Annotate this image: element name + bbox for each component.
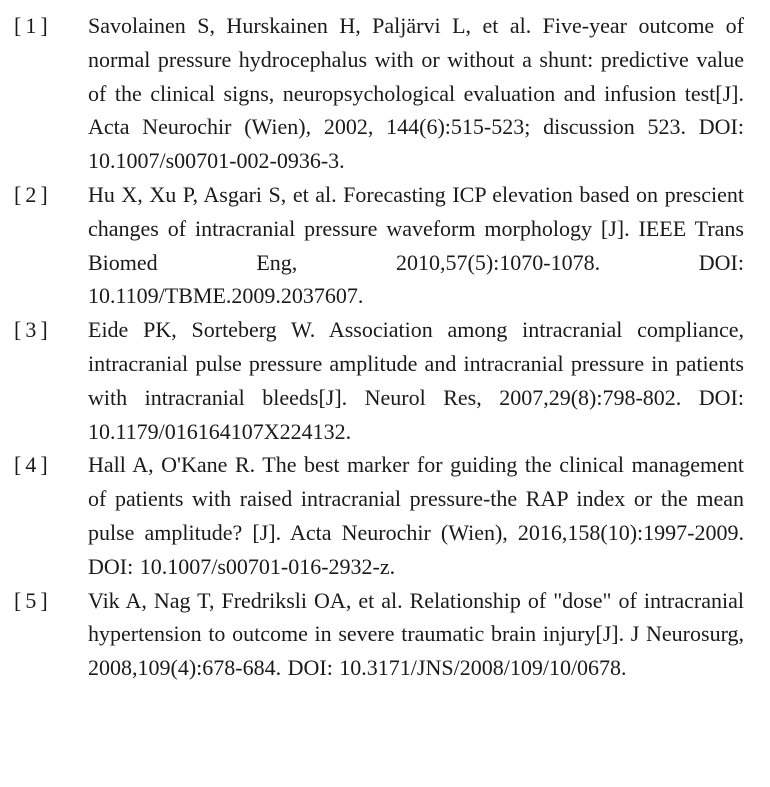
reference-text: Savolainen S, Hurskainen H, Paljärvi L, et al. Five-year outcome of normal pressure hydrocephalus with or without a shunt: predictive value of the clinical signs, neuropsychological evaluation and infusion test[J]. Acta Neurochir (Wien), 2002, 144(6):515-523; discussion 523. DOI: 10.1007/s00701-002-0936-3. <box>88 13 744 174</box>
reference-item-5 <box>14 584 744 685</box>
reference-number: [1] <box>14 13 52 38</box>
reference-item-4 <box>14 448 744 583</box>
reference-number: [4] <box>14 452 52 478</box>
reference-list <box>14 9 744 685</box>
reference-number: [5] <box>14 587 52 613</box>
reference-text: Eide PK, Sorteberg W. Association among intracranial compliance, intracranial pulse pressure amplitude and intracranial pressure in patients with intracranial bleeds[J]. Neurol Res, 2007,29(8):798-802. DOI: 10.1179/016164107X224132. <box>88 317 744 444</box>
reference-item-2 <box>14 178 744 313</box>
reference-item-1 <box>14 9 744 178</box>
reference-text: Vik A, Nag T, Fredriksli OA, et al. Relationship of "dose" of intracranial hypertension to outcome in severe traumatic brain injury[J]. J Neurosurg, 2008,109(4):678-684. DOI: 10.3171/JNS/2008/109/10/0678. <box>88 587 744 681</box>
reference-number: [2] <box>14 181 52 207</box>
reference-text: Hall A, O'Kane R. The best marker for guiding the clinical management of patients with raised intracranial pressure-the RAP index or the mean pulse amplitude? [J]. Acta Neurochir (Wien), 2016,158(10):1997-2009. DOI: 10.1007/s00701-016-2932-z. <box>88 452 744 579</box>
reference-item-3 <box>14 313 744 448</box>
reference-text: Hu X, Xu P, Asgari S, et al. Forecasting ICP elevation based on prescient changes of intracranial pressure waveform morphology [J]. IEEE Trans Biomed Eng, 2010,57(5):1070-1078. DOI: 10.1109/TBME.2009.2037607. <box>88 181 744 309</box>
reference-number: [3] <box>14 317 52 343</box>
